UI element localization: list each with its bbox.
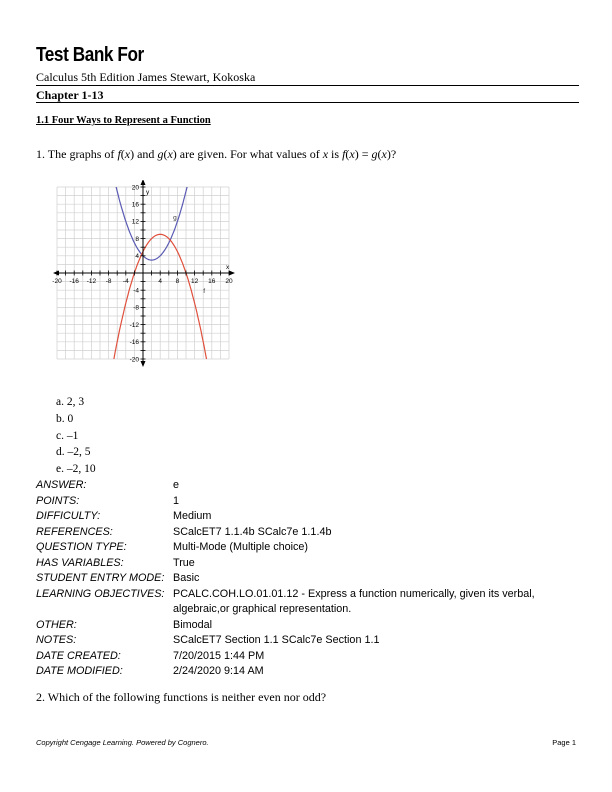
x-tick-label: -16	[69, 278, 79, 285]
y-tick-label: -16	[129, 339, 139, 347]
x-tick-label: -8	[105, 278, 112, 285]
document-title: Test Bank For	[36, 44, 144, 66]
divider-chapter	[36, 102, 579, 103]
metadata-key: HAS VARIABLES:	[36, 556, 124, 569]
y-tick-label: -12	[129, 321, 139, 329]
metadata-key: QUESTION TYPE:	[36, 541, 127, 553]
metadata-row	[36, 540, 581, 556]
x-tick-label: -4	[122, 278, 129, 285]
metadata-value: 1	[173, 494, 180, 507]
book-subtitle: Calculus 5th Edition James Stewart, Kokoska	[36, 70, 256, 84]
x-tick-label: 16	[208, 278, 216, 285]
copyright-footer: Copyright Cengage Learning. Powered by Cognero.	[36, 738, 209, 747]
metadata-key: ANSWER:	[36, 479, 87, 491]
metadata-key: NOTES:	[36, 634, 77, 646]
metadata-value: Multi-Mode (Multiple choice)	[173, 541, 309, 553]
y-axis-arrow-up	[141, 180, 146, 185]
metadata-row	[36, 478, 581, 494]
series-label-f: f	[203, 287, 206, 295]
divider-top	[36, 85, 579, 86]
x-tick-label: 4	[158, 278, 163, 285]
answer-choices	[56, 394, 96, 478]
metadata-row	[36, 556, 581, 572]
answer-choice: a. 2, 3	[56, 396, 85, 408]
metadata-value: e	[173, 479, 180, 491]
metadata-value: True	[173, 556, 195, 569]
metadata-row	[36, 587, 581, 618]
metadata-key: LEARNING OBJECTIVES:	[36, 587, 165, 600]
chapter-heading: Chapter 1-13	[36, 88, 104, 102]
metadata-value: Bimodal	[173, 618, 213, 631]
y-tick-label: 16	[131, 201, 139, 209]
metadata-value: Medium	[173, 510, 212, 522]
question-metadata	[36, 478, 581, 680]
x-tick-label: -20	[52, 278, 62, 285]
y-tick-label: -8	[133, 304, 139, 312]
metadata-key: DATE MODIFIED:	[36, 665, 123, 677]
x-tick-label: -12	[86, 278, 97, 285]
answer-choice: e. –2, 10	[56, 463, 96, 476]
x-axis-arrow-left	[53, 271, 59, 276]
y-tick-label: -4	[133, 287, 139, 295]
section-heading: 1.1 Four Ways to Represent a Function	[36, 115, 211, 126]
x-axis-label: x	[226, 264, 230, 271]
metadata-value: Basic	[173, 572, 200, 584]
metadata-value: PCALC.COH.LO.01.01.12 - Express a function numerically, given its verbal, algebraic,or graphical representation.	[173, 587, 535, 615]
metadata-key: DIFFICULTY:	[36, 510, 101, 522]
answer-choice: d. –2, 5	[56, 446, 91, 459]
question-2-text: 2. Which of the following functions is neither even nor odd?	[36, 690, 327, 704]
metadata-value: 7/20/2015 1:44 PM	[173, 649, 265, 662]
metadata-row	[36, 509, 581, 525]
metadata-key: REFERENCES:	[36, 525, 113, 538]
page-number: Page 1	[552, 738, 576, 747]
metadata-value: 2/24/2020 9:14 AM	[173, 665, 264, 677]
y-tick-label: 8	[135, 235, 139, 243]
metadata-row	[36, 649, 581, 665]
series-label-g: g	[173, 214, 177, 222]
y-tick-label: 12	[131, 218, 139, 226]
metadata-value: SCalcET7 Section 1.1 SCalc7e Section 1.1	[173, 634, 380, 646]
answer-choice: c. –1	[56, 429, 79, 442]
function-graph	[44, 180, 240, 372]
metadata-key: STUDENT ENTRY MODE:	[36, 572, 165, 584]
metadata-row	[36, 618, 581, 634]
y-tick-label: 20	[131, 184, 139, 192]
y-tick-label: 4	[135, 253, 139, 261]
question-1-text: 1. The graphs of f(x) and g(x) are given. For what values of x is f(x) = g(x)?	[36, 147, 397, 161]
metadata-key: DATE CREATED:	[36, 649, 121, 662]
metadata-row	[36, 571, 581, 587]
metadata-row	[36, 494, 581, 510]
metadata-key: OTHER:	[36, 618, 77, 631]
x-tick-label: 20	[225, 278, 233, 285]
metadata-row	[36, 664, 581, 680]
answer-choice: b. 0	[56, 412, 74, 425]
y-axis-arrow-down	[141, 361, 146, 367]
x-tick-label: 8	[175, 278, 180, 285]
metadata-row	[36, 525, 581, 541]
x-tick-label: 12	[190, 278, 199, 285]
y-tick-label: -20	[129, 356, 139, 364]
y-axis-label: y	[146, 189, 150, 196]
metadata-value: SCalcET7 1.1.4b SCalc7e 1.1.4b	[173, 525, 332, 538]
metadata-row	[36, 633, 581, 649]
x-axis-arrow-right	[229, 271, 235, 276]
metadata-key: POINTS:	[36, 494, 80, 507]
